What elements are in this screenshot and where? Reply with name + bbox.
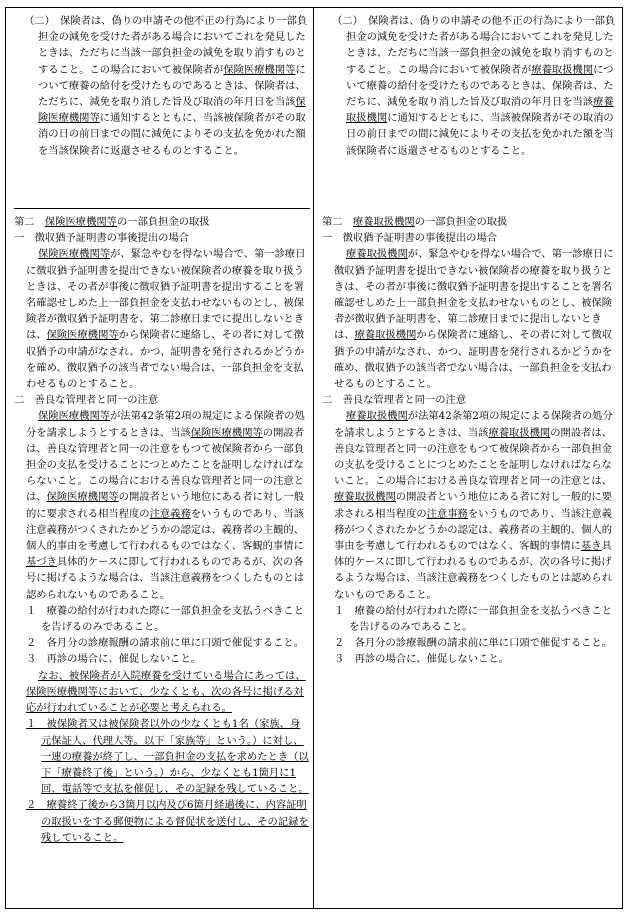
left-list-item: ２ 各月分の診療報酬の請求前に単に口頭で催促すること。 [26, 637, 305, 650]
right-list-item: １ 療養の給付が行われた際に一部負担金を支払うべきことを告げるのみであること。 [334, 604, 613, 634]
left-heading-second: 第二 保険医療機関等の一部負担金の取扱 [14, 216, 210, 228]
left-section-two-cell [14, 209, 310, 846]
left-added-provision [14, 668, 310, 846]
comparison-table [5, 7, 623, 909]
left-list-item: １ 療養の給付が行われた際に一部負担金を支払うべきことを告げるのみであること。 [26, 604, 305, 634]
left-column [6, 8, 314, 908]
left-paragraph-one: 保険医療機関等が、緊急やむを得ない場合で、第一診療日に徴収猶予証明書を提出できない被保険者の療養を取り扱うときは、その者が事後に徴収猶予証明書を提出することを署名確認せしめた上一部負担金を支払わせないものとし、被保険者が徴収猶予証明書を、第二診療日までに提出しないときは、保険医療機関等から保険者に連絡し、その者に対して徴収猶予の申請がなされ、かつ、証明書を発行されるかどうかを確め、徴収猶予の該当者でない場合は、一部負担金を支払わせるものとすること。 [26, 248, 306, 391]
right-list-item: ３ 再診の場合に、催促しないこと。 [334, 653, 510, 666]
right-column [314, 8, 622, 908]
left-section-one-cell [14, 8, 310, 209]
right-paragraph-one: 療養取扱機関が、緊急やむを得ない場合で、第一診療日に徴収猶予証明書を提出できない被保険者の療養を取り扱うときは、その者が事後に徴収猶予証明書を提出することを署名確認せしめた上一部負担金を支払わせないものとし、被保険者が徴収猶予証明書を、第二診療日までに提出しないときは、療養取扱機関から保険者に連絡し、その者に対して徴収猶予の申請がなされ、かつ、証明書を発行されるかどうかを確め、徴収猶予の該当者でない場合は、一部負担金を支払わせるものとすること。 [334, 248, 614, 391]
left-list-item: ３ 再診の場合に、催促しないこと。 [26, 653, 202, 666]
right-heading-second: 第二 療養取扱機関の一部負担金の取扱 [322, 216, 508, 228]
left-paragraph-two: 保険医療機関等が法第42条第2項の規定による保険者の処分を請求しようとするときは、当該保険医療機関等の開設者は、善良な管理者と同一の注意をもつて被保険者から一部負担金の支払を受けることにつとめたことを証明しなければならないこと。この場合における善良な管理者と同一の注意とは、保険医療機関等の開設者という地位にある者に対し一般的に要求される相当程度の注意義務をいうものであり、当該注意義務がつくされたかどうかの認定は、義務者の主観的、個人的事由を考慮して行われるものではなく、客観的事情に基づき具体的ケースに即して行われるものであるが、次の各号に掲げるような場合は、当該注意義務をつくしたものとは認められないものであること。 [26, 410, 305, 601]
right-paragraph-two: 療養取扱機関が法第42条第2項の規定による保険者の処分を請求しようとするときは、当該療養取扱機関の開設者は、善良な管理者と同一の注意をもつて被保険者から一部負担金の支払を受けることにつとめたことを証明しなければならないこと。この場合における善良な管理者と同一の注意とは、療養取扱機関の開設者という地位にある者に対し一般的に要求される相当程度の注意事務をいうものであり、当該注意義務がつくされたかどうかの認定は、義務者の主観的、個人的事由を考慮して行われるものではなく、客観的事情に基き具体的ケースに即して行われるものであるが、次の各号に掲げるような場合は、当該注意義務をつくしたものとは認められないものであること。 [334, 410, 613, 601]
right-section-two-cell [322, 209, 619, 668]
left-clause-two: （二） 保険者は、偽りの申請その他不正の行為により一部負担金の減免を受けた者がある場合においてこれを発見したときは、ただちに当該一部負担金の減免を取り消すものとすること。この場合において被保険者が保険医療機関等について療養の給付を受けたものであるときは、保険者は、ただちに、減免を取り消した旨及び取消の年月日を当該保険医療機関等に通知するとともに、当該被保険者がその取消の日の前日までの間に減免によりその支払を免かれた額を当該保険者に返還させるものとすること。 [24, 15, 308, 157]
right-section-one-cell [322, 8, 619, 209]
left-added-item: １ 被保険者又は被保険者以外の少なくとも1名（家族、身元保証人、代理人等。以下「家族等」という。）に対し、一連の療養が終了し、一部負担金の支払を求めたとき（以下「療養終了後」という。）から、少なくとも1箇月に1回、電話等で支払を催促し、その記録を残していること。 [26, 718, 309, 796]
right-clause-two: （二） 保険者は、偽りの申請その他不正の行為により一部負担金の減免を受けた者がある場合においてこれを発見したときは、ただちに当該一部負担金の減免を取り消すものとすること。この場合において被保険者が療養取扱機関について療養の給付を受けたものであるときは、保険者は、ただちに、減免を取り消した旨及び取消の年月日を当該療養取扱機関に通知するとともに、当該被保険者がその取消の日の前日までの間に減免によりその支払を免かれた額を当該保険者に返還させるものとすること。 [332, 15, 616, 157]
right-list-item: ２ 各月分の診療報酬の請求前に単に口頭で催促すること。 [334, 637, 613, 650]
left-subheading-two: 二 善良な管理者と同一の注意 [14, 394, 159, 407]
left-subheading-one: 一 徴収猶予証明書の事後提出の場合 [14, 232, 190, 245]
left-added-note: なお、被保険者が入院療養を受けている場合にあっては、保険医療機関等において、少なくとも、次の各号に掲げる対応が行われていることが必要と考えられる。 [26, 669, 306, 715]
right-subheading-one: 一 徴収猶予証明書の事後提出の場合 [322, 232, 498, 245]
left-added-item: ２ 療養終了後から3箇月以内及び6箇月経過後に、内容証明の取扱いをする郵便物による督促状を送付し、その記録を残していること。 [26, 799, 309, 844]
right-subheading-two: 二 善良な管理者と同一の注意 [322, 394, 467, 407]
